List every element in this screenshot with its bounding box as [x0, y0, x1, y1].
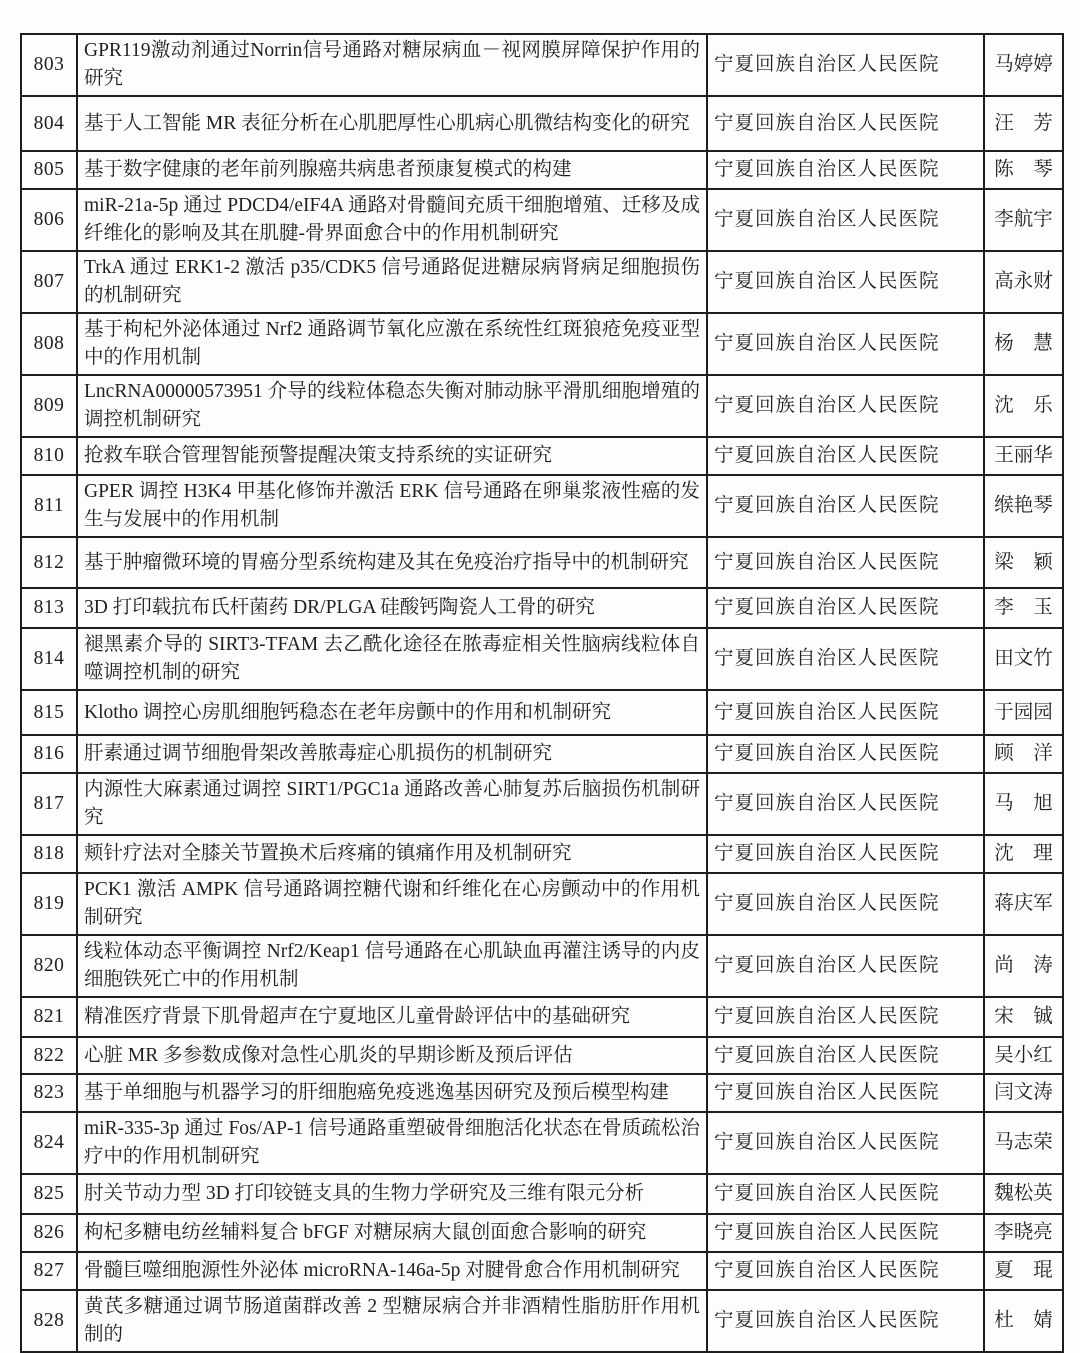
institution: 宁夏回族自治区人民医院: [707, 628, 984, 690]
institution: 宁夏回族自治区人民医院: [707, 437, 984, 475]
table-row: [21, 1074, 1063, 1112]
institution: 宁夏回族自治区人民医院: [707, 588, 984, 628]
project-title: miR-335-3p 通过 Fos/AP-1 信号通路重塑破骨细胞活化状态在骨质疏松治疗中的作用机制研究: [77, 1112, 707, 1174]
table-row: [21, 1290, 1063, 1352]
project-number: 814: [21, 628, 77, 690]
project-number: 815: [21, 690, 77, 735]
leader-name: 田文竹: [984, 628, 1063, 690]
institution: 宁夏回族自治区人民医院: [707, 34, 984, 96]
project-number: 816: [21, 735, 77, 773]
leader-name: 李晓亮: [984, 1214, 1063, 1252]
project-title: 肘关节动力型 3D 打印铰链支具的生物力学研究及三维有限元分析: [77, 1174, 707, 1214]
project-title: 心脏 MR 多参数成像对急性心肌炎的早期诊断及预后评估: [77, 1037, 707, 1074]
project-number: 807: [21, 251, 77, 313]
project-number: 809: [21, 375, 77, 437]
institution: 宁夏回族自治区人民医院: [707, 313, 984, 375]
institution: 宁夏回族自治区人民医院: [707, 1112, 984, 1174]
project-title: 3D 打印载抗布氏杆菌药 DR/PLGA 硅酸钙陶瓷人工骨的研究: [77, 588, 707, 628]
leader-name: 陈 琴: [984, 151, 1063, 189]
project-number: 819: [21, 873, 77, 935]
institution: 宁夏回族自治区人民医院: [707, 251, 984, 313]
table-row: [21, 835, 1063, 873]
table-row: [21, 313, 1063, 375]
institution: 宁夏回族自治区人民医院: [707, 1037, 984, 1074]
table-row: [21, 437, 1063, 475]
project-title: 基于肿瘤微环境的胃癌分型系统构建及其在免疫治疗指导中的机制研究: [77, 537, 707, 588]
institution: 宁夏回族自治区人民医院: [707, 835, 984, 873]
institution: 宁夏回族自治区人民医院: [707, 773, 984, 835]
project-number: 803: [21, 34, 77, 96]
leader-name: 杜 婧: [984, 1290, 1063, 1352]
institution: 宁夏回族自治区人民医院: [707, 475, 984, 537]
project-number: 826: [21, 1214, 77, 1252]
table-row: [21, 189, 1063, 251]
projects-table: [20, 33, 1064, 1353]
project-title: 内源性大麻素通过调控 SIRT1/PGC1a 通路改善心肺复苏后脑损伤机制研究: [77, 773, 707, 835]
project-number: 808: [21, 313, 77, 375]
leader-name: 于园园: [984, 690, 1063, 735]
project-number: 828: [21, 1290, 77, 1352]
leader-name: 夏 琨: [984, 1252, 1063, 1290]
table-row: [21, 151, 1063, 189]
table-row: [21, 96, 1063, 151]
leader-name: 蒋庆军: [984, 873, 1063, 935]
project-number: 817: [21, 773, 77, 835]
institution: 宁夏回族自治区人民医院: [707, 151, 984, 189]
project-title: 肝素通过调节细胞骨架改善脓毒症心肌损伤的机制研究: [77, 735, 707, 773]
project-number: 827: [21, 1252, 77, 1290]
leader-name: 王丽华: [984, 437, 1063, 475]
institution: 宁夏回族自治区人民医院: [707, 1174, 984, 1214]
project-title: 黄芪多糖通过调节肠道菌群改善 2 型糖尿病合并非酒精性脂肪肝作用机制的: [77, 1290, 707, 1352]
leader-name: 杨 慧: [984, 313, 1063, 375]
project-number: 824: [21, 1112, 77, 1174]
table-row: [21, 475, 1063, 537]
leader-name: 马志荣: [984, 1112, 1063, 1174]
leader-name: 沈 乐: [984, 375, 1063, 437]
institution: 宁夏回族自治区人民医院: [707, 873, 984, 935]
project-title: GPER 调控 H3K4 甲基化修饰并激活 ERK 信号通路在卵巢浆液性癌的发生与发展中的作用机制: [77, 475, 707, 537]
project-number: 823: [21, 1074, 77, 1112]
project-title: 基于数字健康的老年前列腺癌共病患者预康复模式的构建: [77, 151, 707, 189]
project-title: 线粒体动态平衡调控 Nrf2/Keap1 信号通路在心肌缺血再灌注诱导的内皮细胞铁死亡中的作用机制: [77, 935, 707, 997]
table-row: [21, 628, 1063, 690]
project-title: 抢救车联合管理智能预警提醒决策支持系统的实证研究: [77, 437, 707, 475]
table-row: [21, 735, 1063, 773]
project-number: 806: [21, 189, 77, 251]
institution: 宁夏回族自治区人民医院: [707, 375, 984, 437]
leader-name: 尚 涛: [984, 935, 1063, 997]
project-title: 精准医疗背景下肌骨超声在宁夏地区儿童骨龄评估中的基础研究: [77, 997, 707, 1037]
leader-name: 梁 颖: [984, 537, 1063, 588]
table-row: [21, 1252, 1063, 1290]
project-number: 810: [21, 437, 77, 475]
project-title: 骨髓巨噬细胞源性外泌体 microRNA-146a-5p 对腱骨愈合作用机制研究: [77, 1252, 707, 1290]
table-row: [21, 1112, 1063, 1174]
table-row: [21, 1174, 1063, 1214]
leader-name: 闫文涛: [984, 1074, 1063, 1112]
table-row: [21, 537, 1063, 588]
project-number: 805: [21, 151, 77, 189]
institution: 宁夏回族自治区人民医院: [707, 935, 984, 997]
table-row: [21, 997, 1063, 1037]
project-number: 818: [21, 835, 77, 873]
project-title: 基于枸杞外泌体通过 Nrf2 通路调节氧化应激在系统性红斑狼疮免疫亚型中的作用机制: [77, 313, 707, 375]
leader-name: 李 玉: [984, 588, 1063, 628]
project-number: 812: [21, 537, 77, 588]
project-title: 基于人工智能 MR 表征分析在心肌肥厚性心肌病心肌微结构变化的研究: [77, 96, 707, 151]
institution: 宁夏回族自治区人民医院: [707, 1290, 984, 1352]
project-number: 822: [21, 1037, 77, 1074]
project-title: miR-21a-5p 通过 PDCD4/eIF4A 通路对骨髓间充质干细胞增殖、迁移及成纤维化的影响及其在肌腱-骨界面愈合中的作用机制研究: [77, 189, 707, 251]
table-row: [21, 690, 1063, 735]
institution: 宁夏回族自治区人民医院: [707, 96, 984, 151]
leader-name: 顾 洋: [984, 735, 1063, 773]
project-title: 颊针疗法对全膝关节置换术后疼痛的镇痛作用及机制研究: [77, 835, 707, 873]
leader-name: 汪 芳: [984, 96, 1063, 151]
table-row: [21, 34, 1063, 96]
table-row: [21, 935, 1063, 997]
table-row: [21, 873, 1063, 935]
leader-name: 吴小红: [984, 1037, 1063, 1074]
leader-name: 马婷婷: [984, 34, 1063, 96]
project-title: GPR119激动剂通过Norrin信号通路对糖尿病血－视网膜屏障保护作用的研究: [77, 34, 707, 96]
table-row: [21, 773, 1063, 835]
table-row: [21, 251, 1063, 313]
institution: 宁夏回族自治区人民医院: [707, 735, 984, 773]
leader-name: 沈 理: [984, 835, 1063, 873]
table-row: [21, 588, 1063, 628]
project-number: 821: [21, 997, 77, 1037]
project-number: 820: [21, 935, 77, 997]
project-title: 褪黑素介导的 SIRT3-TFAM 去乙酰化途径在脓毒症相关性脑病线粒体自噬调控机制的研究: [77, 628, 707, 690]
table-body: [21, 34, 1063, 1352]
institution: 宁夏回族自治区人民医院: [707, 690, 984, 735]
leader-name: 宋 铖: [984, 997, 1063, 1037]
project-number: 825: [21, 1174, 77, 1214]
project-title: LncRNA00000573951 介导的线粒体稳态失衡对肺动脉平滑肌细胞增殖的调控机制研究: [77, 375, 707, 437]
project-title: Klotho 调控心房肌细胞钙稳态在老年房颤中的作用和机制研究: [77, 690, 707, 735]
table-row: [21, 1037, 1063, 1074]
project-title: 基于单细胞与机器学习的肝细胞癌免疫逃逸基因研究及预后模型构建: [77, 1074, 707, 1112]
table-row: [21, 375, 1063, 437]
project-number: 804: [21, 96, 77, 151]
project-title: TrkA 通过 ERK1-2 激活 p35/CDK5 信号通路促进糖尿病肾病足细胞损伤的机制研究: [77, 251, 707, 313]
leader-name: 马 旭: [984, 773, 1063, 835]
leader-name: 缑艳琴: [984, 475, 1063, 537]
institution: 宁夏回族自治区人民医院: [707, 997, 984, 1037]
table-row: [21, 1214, 1063, 1252]
institution: 宁夏回族自治区人民医院: [707, 1214, 984, 1252]
leader-name: 李航宇: [984, 189, 1063, 251]
institution: 宁夏回族自治区人民医院: [707, 1252, 984, 1290]
project-number: 813: [21, 588, 77, 628]
project-title: 枸杞多糖电纺丝辅料复合 bFGF 对糖尿病大鼠创面愈合影响的研究: [77, 1214, 707, 1252]
project-title: PCK1 激活 AMPK 信号通路调控糖代谢和纤维化在心房颤动中的作用机制研究: [77, 873, 707, 935]
leader-name: 高永财: [984, 251, 1063, 313]
leader-name: 魏松英: [984, 1174, 1063, 1214]
project-number: 811: [21, 475, 77, 537]
institution: 宁夏回族自治区人民医院: [707, 537, 984, 588]
institution: 宁夏回族自治区人民医院: [707, 1074, 984, 1112]
institution: 宁夏回族自治区人民医院: [707, 189, 984, 251]
